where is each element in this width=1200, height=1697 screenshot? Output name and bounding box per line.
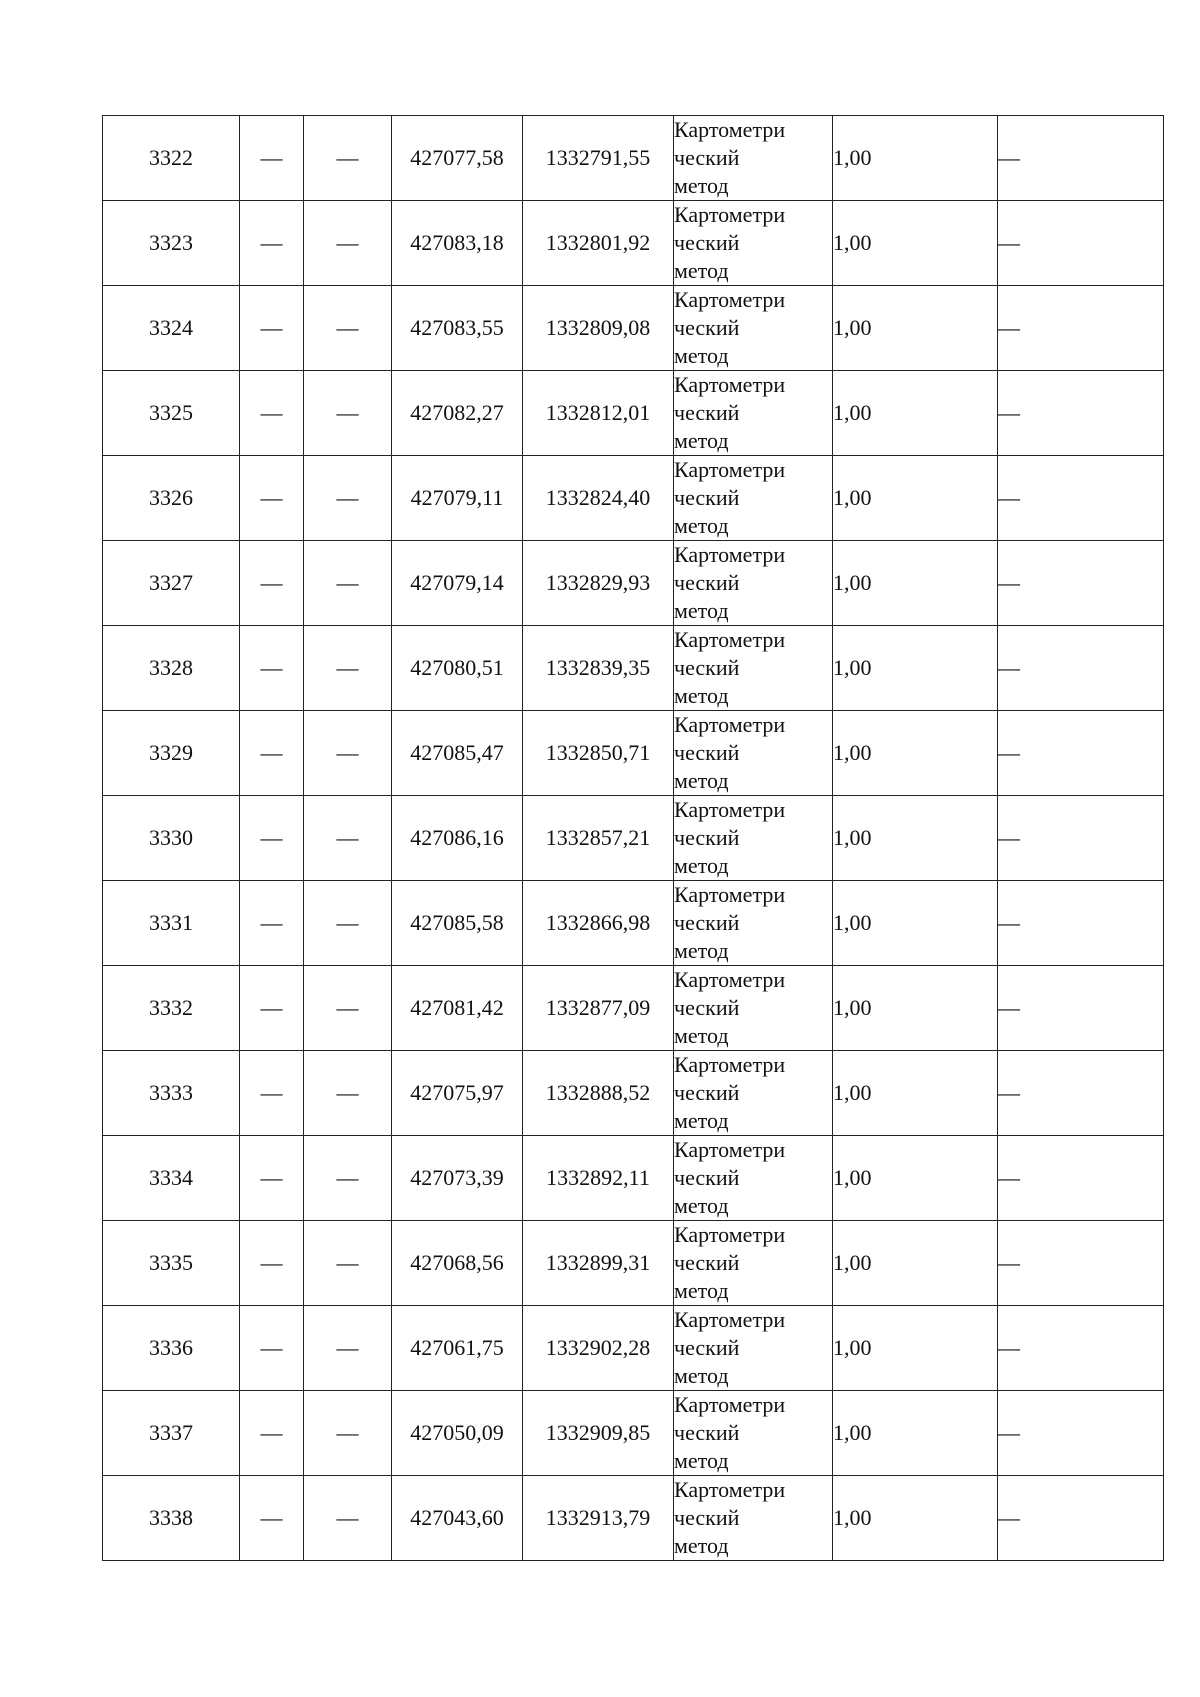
empty-value-cell: —	[240, 1221, 304, 1306]
empty-value-cell: —	[998, 371, 1164, 456]
point-number-cell: 3328	[103, 626, 240, 711]
method-text-line: метод	[674, 1363, 729, 1388]
method-cell	[674, 116, 833, 201]
point-number-cell: 3326	[103, 456, 240, 541]
method-text-line: ческий	[674, 1505, 740, 1530]
point-number-cell: 3332	[103, 966, 240, 1051]
empty-value-cell: —	[998, 626, 1164, 711]
point-number-cell: 3336	[103, 1306, 240, 1391]
empty-value-cell: —	[240, 1476, 304, 1561]
accuracy-cell: 1,00	[833, 1221, 998, 1306]
empty-value-cell: —	[304, 1391, 392, 1476]
x-coordinate-cell: 427085,47	[392, 711, 523, 796]
method-text-line: ческий	[674, 315, 740, 340]
method-text-line: метод	[674, 1193, 729, 1218]
empty-value-cell: —	[240, 796, 304, 881]
accuracy-cell: 1,00	[833, 1476, 998, 1561]
empty-value-cell: —	[998, 1391, 1164, 1476]
method-text-line: ческий	[674, 1420, 740, 1445]
point-number-cell: 3334	[103, 1136, 240, 1221]
table-row	[103, 1221, 1164, 1306]
x-coordinate-cell: 427083,55	[392, 286, 523, 371]
empty-value-cell: —	[998, 1221, 1164, 1306]
y-coordinate-cell: 1332809,08	[523, 286, 674, 371]
method-text-line: метод	[674, 1448, 729, 1473]
method-text-line: ческий	[674, 230, 740, 255]
empty-value-cell: —	[998, 201, 1164, 286]
point-number-cell: 3327	[103, 541, 240, 626]
accuracy-cell: 1,00	[833, 711, 998, 796]
accuracy-cell: 1,00	[833, 966, 998, 1051]
accuracy-cell: 1,00	[833, 541, 998, 626]
method-cell	[674, 966, 833, 1051]
y-coordinate-cell: 1332909,85	[523, 1391, 674, 1476]
table-row	[103, 966, 1164, 1051]
y-coordinate-cell: 1332857,21	[523, 796, 674, 881]
accuracy-cell: 1,00	[833, 1391, 998, 1476]
accuracy-cell: 1,00	[833, 116, 998, 201]
empty-value-cell: —	[240, 116, 304, 201]
empty-value-cell: —	[240, 286, 304, 371]
table-row	[103, 371, 1164, 456]
method-cell	[674, 711, 833, 796]
x-coordinate-cell: 427079,11	[392, 456, 523, 541]
method-text-line: Картометри	[674, 797, 786, 822]
method-cell	[674, 1306, 833, 1391]
empty-value-cell: —	[240, 541, 304, 626]
y-coordinate-cell: 1332902,28	[523, 1306, 674, 1391]
method-cell	[674, 626, 833, 711]
method-cell	[674, 1476, 833, 1561]
empty-value-cell: —	[304, 966, 392, 1051]
empty-value-cell: —	[304, 711, 392, 796]
method-text-line: ческий	[674, 825, 740, 850]
point-number-cell: 3322	[103, 116, 240, 201]
accuracy-cell: 1,00	[833, 371, 998, 456]
x-coordinate-cell: 427079,14	[392, 541, 523, 626]
empty-value-cell: —	[240, 371, 304, 456]
y-coordinate-cell: 1332850,71	[523, 711, 674, 796]
empty-value-cell: —	[240, 1306, 304, 1391]
method-cell	[674, 286, 833, 371]
y-coordinate-cell: 1332866,98	[523, 881, 674, 966]
method-cell	[674, 201, 833, 286]
empty-value-cell: —	[240, 1391, 304, 1476]
method-text-line: ческий	[674, 1165, 740, 1190]
empty-value-cell: —	[304, 371, 392, 456]
empty-value-cell: —	[240, 966, 304, 1051]
empty-value-cell: —	[998, 1306, 1164, 1391]
empty-value-cell: —	[304, 796, 392, 881]
method-text-line: метод	[674, 598, 729, 623]
accuracy-cell: 1,00	[833, 201, 998, 286]
point-number-cell: 3331	[103, 881, 240, 966]
method-text-line: метод	[674, 258, 729, 283]
empty-value-cell: —	[304, 116, 392, 201]
y-coordinate-cell: 1332888,52	[523, 1051, 674, 1136]
accuracy-cell: 1,00	[833, 286, 998, 371]
x-coordinate-cell: 427083,18	[392, 201, 523, 286]
method-text-line: Картометри	[674, 1052, 786, 1077]
method-text-line: ческий	[674, 400, 740, 425]
point-number-cell: 3325	[103, 371, 240, 456]
x-coordinate-cell: 427080,51	[392, 626, 523, 711]
empty-value-cell: —	[998, 1051, 1164, 1136]
empty-value-cell: —	[240, 1051, 304, 1136]
method-text-line: Картометри	[674, 117, 786, 142]
table-row	[103, 1476, 1164, 1561]
method-cell	[674, 1221, 833, 1306]
table-row	[103, 201, 1164, 286]
point-number-cell: 3335	[103, 1221, 240, 1306]
method-text-line: Картометри	[674, 967, 786, 992]
method-text-line: метод	[674, 1023, 729, 1048]
x-coordinate-cell: 427073,39	[392, 1136, 523, 1221]
method-text-line: Картометри	[674, 1137, 786, 1162]
empty-value-cell: —	[998, 541, 1164, 626]
method-text-line: Картометри	[674, 712, 786, 737]
y-coordinate-cell: 1332824,40	[523, 456, 674, 541]
method-text-line: метод	[674, 1108, 729, 1133]
empty-value-cell: —	[304, 286, 392, 371]
method-cell	[674, 1391, 833, 1476]
x-coordinate-cell: 427068,56	[392, 1221, 523, 1306]
method-text-line: Картометри	[674, 372, 786, 397]
empty-value-cell: —	[998, 796, 1164, 881]
accuracy-cell: 1,00	[833, 1051, 998, 1136]
empty-value-cell: —	[998, 116, 1164, 201]
x-coordinate-cell: 427077,58	[392, 116, 523, 201]
method-text-line: ческий	[674, 570, 740, 595]
point-number-cell: 3337	[103, 1391, 240, 1476]
empty-value-cell: —	[240, 881, 304, 966]
y-coordinate-cell: 1332892,11	[523, 1136, 674, 1221]
accuracy-cell: 1,00	[833, 1306, 998, 1391]
method-text-line: метод	[674, 683, 729, 708]
method-cell	[674, 881, 833, 966]
method-text-line: ческий	[674, 1335, 740, 1360]
method-cell	[674, 371, 833, 456]
empty-value-cell: —	[304, 1051, 392, 1136]
table-row	[103, 1051, 1164, 1136]
table-row	[103, 1391, 1164, 1476]
y-coordinate-cell: 1332839,35	[523, 626, 674, 711]
table-row	[103, 711, 1164, 796]
empty-value-cell: —	[304, 626, 392, 711]
method-text-line: метод	[674, 343, 729, 368]
empty-value-cell: —	[240, 626, 304, 711]
coordinates-table	[102, 115, 1164, 1561]
empty-value-cell: —	[998, 286, 1164, 371]
point-number-cell: 3338	[103, 1476, 240, 1561]
table-row	[103, 1136, 1164, 1221]
method-cell	[674, 796, 833, 881]
x-coordinate-cell: 427043,60	[392, 1476, 523, 1561]
table-row	[103, 1306, 1164, 1391]
method-text-line: ческий	[674, 740, 740, 765]
table-row	[103, 796, 1164, 881]
method-text-line: ческий	[674, 910, 740, 935]
table-row	[103, 881, 1164, 966]
empty-value-cell: —	[304, 881, 392, 966]
method-cell	[674, 541, 833, 626]
method-text-line: Картометри	[674, 287, 786, 312]
method-text-line: Картометри	[674, 627, 786, 652]
point-number-cell: 3330	[103, 796, 240, 881]
y-coordinate-cell: 1332791,55	[523, 116, 674, 201]
accuracy-cell: 1,00	[833, 796, 998, 881]
y-coordinate-cell: 1332812,01	[523, 371, 674, 456]
method-text-line: ческий	[674, 1250, 740, 1275]
method-text-line: Картометри	[674, 457, 786, 482]
method-text-line: ческий	[674, 995, 740, 1020]
y-coordinate-cell: 1332899,31	[523, 1221, 674, 1306]
table-row	[103, 541, 1164, 626]
x-coordinate-cell: 427075,97	[392, 1051, 523, 1136]
method-text-line: Картометри	[674, 882, 786, 907]
table-row	[103, 456, 1164, 541]
x-coordinate-cell: 427085,58	[392, 881, 523, 966]
table-row	[103, 116, 1164, 201]
method-text-line: Картометри	[674, 1477, 786, 1502]
x-coordinate-cell: 427061,75	[392, 1306, 523, 1391]
empty-value-cell: —	[304, 201, 392, 286]
method-cell	[674, 1051, 833, 1136]
method-text-line: Картометри	[674, 542, 786, 567]
point-number-cell: 3333	[103, 1051, 240, 1136]
empty-value-cell: —	[304, 541, 392, 626]
method-text-line: метод	[674, 1533, 729, 1558]
method-cell	[674, 456, 833, 541]
point-number-cell: 3329	[103, 711, 240, 796]
empty-value-cell: —	[240, 201, 304, 286]
method-text-line: ческий	[674, 485, 740, 510]
accuracy-cell: 1,00	[833, 626, 998, 711]
method-text-line: ческий	[674, 655, 740, 680]
y-coordinate-cell: 1332801,92	[523, 201, 674, 286]
empty-value-cell: —	[240, 1136, 304, 1221]
accuracy-cell: 1,00	[833, 1136, 998, 1221]
empty-value-cell: —	[304, 456, 392, 541]
method-text-line: метод	[674, 768, 729, 793]
y-coordinate-cell: 1332829,93	[523, 541, 674, 626]
table-body	[103, 116, 1164, 1561]
empty-value-cell: —	[240, 456, 304, 541]
method-text-line: метод	[674, 428, 729, 453]
empty-value-cell: —	[304, 1306, 392, 1391]
empty-value-cell: —	[998, 966, 1164, 1051]
x-coordinate-cell: 427081,42	[392, 966, 523, 1051]
method-text-line: метод	[674, 938, 729, 963]
empty-value-cell: —	[998, 881, 1164, 966]
method-text-line: метод	[674, 513, 729, 538]
x-coordinate-cell: 427086,16	[392, 796, 523, 881]
method-cell	[674, 1136, 833, 1221]
y-coordinate-cell: 1332877,09	[523, 966, 674, 1051]
point-number-cell: 3324	[103, 286, 240, 371]
empty-value-cell: —	[998, 456, 1164, 541]
method-text-line: ческий	[674, 145, 740, 170]
table-row	[103, 286, 1164, 371]
method-text-line: Картометри	[674, 1222, 786, 1247]
x-coordinate-cell: 427082,27	[392, 371, 523, 456]
empty-value-cell: —	[240, 711, 304, 796]
table-row	[103, 626, 1164, 711]
method-text-line: Картометри	[674, 202, 786, 227]
point-number-cell: 3323	[103, 201, 240, 286]
empty-value-cell: —	[304, 1476, 392, 1561]
method-text-line: ческий	[674, 1080, 740, 1105]
method-text-line: метод	[674, 173, 729, 198]
y-coordinate-cell: 1332913,79	[523, 1476, 674, 1561]
method-text-line: Картометри	[674, 1392, 786, 1417]
empty-value-cell: —	[304, 1221, 392, 1306]
method-text-line: метод	[674, 1278, 729, 1303]
empty-value-cell: —	[998, 1476, 1164, 1561]
method-text-line: метод	[674, 853, 729, 878]
empty-value-cell: —	[998, 711, 1164, 796]
accuracy-cell: 1,00	[833, 881, 998, 966]
empty-value-cell: —	[998, 1136, 1164, 1221]
empty-value-cell: —	[304, 1136, 392, 1221]
accuracy-cell: 1,00	[833, 456, 998, 541]
method-text-line: Картометри	[674, 1307, 786, 1332]
x-coordinate-cell: 427050,09	[392, 1391, 523, 1476]
